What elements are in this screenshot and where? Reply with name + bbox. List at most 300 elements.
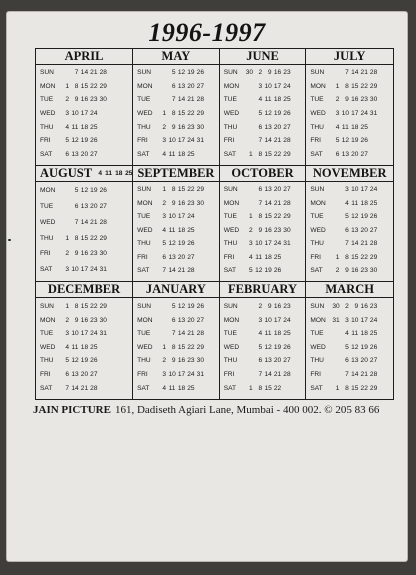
- weekday-row: [36, 204, 132, 211]
- weekday-label: TUE: [310, 330, 324, 338]
- month-header: [220, 49, 306, 65]
- date-cell: 31: [99, 330, 107, 338]
- weekday-row: [133, 84, 219, 91]
- month-rows: [133, 182, 219, 282]
- date-cell: 20: [360, 357, 368, 365]
- date-cell: [283, 255, 290, 262]
- month-block-august: [36, 166, 133, 283]
- weekday-row: [36, 251, 132, 258]
- date-cell: 27: [196, 316, 204, 324]
- date-list: [242, 268, 291, 275]
- date-cell: 2: [65, 250, 69, 258]
- date-cell: 20: [273, 186, 282, 194]
- date-cell: 27: [99, 203, 107, 210]
- date-cell: [246, 358, 253, 365]
- weekday-label: TUE: [137, 330, 151, 338]
- date-cell: 16: [80, 316, 89, 324]
- date-cell: 15: [264, 150, 272, 158]
- date-cell: 21: [187, 96, 195, 104]
- date-cell: 26: [273, 267, 282, 275]
- date-cell: 27: [283, 357, 291, 365]
- weekday-label: WED: [223, 343, 240, 351]
- weekday-row: [36, 152, 132, 159]
- date-list: [58, 125, 107, 132]
- date-cell: 19: [273, 110, 282, 117]
- weekday-label: FRI: [310, 137, 321, 145]
- weekday-row: [306, 152, 393, 159]
- date-cell: 18: [273, 330, 282, 338]
- date-cell: 13: [351, 226, 359, 234]
- month-rows: [36, 298, 132, 399]
- date-cell: 17: [80, 266, 89, 274]
- date-list: [58, 111, 107, 118]
- date-cell: 26: [283, 110, 291, 117]
- date-cell: [159, 304, 166, 311]
- month-rows: [220, 182, 306, 282]
- date-cell: 17: [360, 316, 368, 324]
- date-cell: 6: [171, 316, 176, 324]
- date-cell: 13: [264, 123, 272, 131]
- date-cell: 28: [99, 69, 107, 77]
- month-name: MAY: [161, 49, 191, 63]
- date-cell: 6: [74, 203, 79, 210]
- date-cell: 25: [283, 330, 291, 338]
- weekday-label: WED: [40, 343, 56, 351]
- date-list: [155, 84, 204, 91]
- date-list: [242, 187, 291, 194]
- weekday-label: TUE: [223, 330, 237, 338]
- date-cell: 27: [360, 150, 368, 158]
- weekday-row: [306, 372, 393, 379]
- date-cell: 4: [98, 169, 103, 177]
- weekday-label: SUN: [310, 302, 325, 310]
- weekday-row: [306, 214, 393, 221]
- date-list: [155, 304, 204, 311]
- date-cell: 3: [258, 82, 263, 90]
- weekday-label: MON: [137, 199, 153, 207]
- weekday-row: [220, 125, 306, 132]
- date-cell: 3: [258, 316, 263, 324]
- date-cell: 23: [187, 123, 195, 131]
- weekday-row: [306, 304, 393, 311]
- weekday-row: [306, 125, 393, 132]
- date-list: [58, 152, 107, 159]
- date-cell: 7: [171, 96, 176, 104]
- date-cell: 22: [187, 186, 195, 194]
- weekday-label: WED: [137, 226, 153, 234]
- date-cell: 27: [196, 82, 204, 90]
- weekday-label: MON: [310, 199, 326, 207]
- date-cell: 9: [74, 96, 79, 104]
- date-cell: 12: [341, 137, 350, 145]
- weekday-row: [220, 331, 306, 338]
- date-cell: 16: [264, 226, 272, 234]
- weekday-label: TUE: [223, 213, 237, 221]
- weekday-label: TUE: [310, 213, 324, 221]
- date-list: [58, 345, 107, 352]
- date-cell: 16: [273, 302, 282, 310]
- weekday-label: WED: [137, 110, 153, 117]
- date-cell: 20: [90, 203, 98, 210]
- weekday-row: [133, 304, 219, 311]
- weekday-label: WED: [40, 110, 56, 117]
- date-cell: 21: [187, 330, 195, 338]
- date-cell: 1: [65, 234, 69, 242]
- date-cell: 5: [345, 343, 349, 351]
- date-cell: 2: [162, 199, 167, 207]
- date-list: [58, 372, 107, 379]
- date-cell: 10: [168, 371, 176, 379]
- weekday-label: THU: [40, 123, 54, 131]
- weekday-label: THU: [310, 123, 324, 131]
- date-cell: 3: [345, 316, 349, 324]
- date-cell: [62, 70, 69, 77]
- date-cell: 4: [345, 330, 349, 338]
- date-cell: 1: [249, 213, 253, 221]
- date-cell: 13: [71, 150, 79, 158]
- header-dates: [95, 170, 132, 177]
- date-cell: [197, 152, 204, 159]
- date-cell: 10: [351, 316, 359, 324]
- weekday-row: [36, 345, 132, 352]
- month-header: [133, 282, 219, 298]
- date-cell: 26: [90, 357, 98, 365]
- date-cell: 6: [258, 357, 263, 365]
- date-cell: 28: [196, 330, 204, 338]
- weekday-label: THU: [223, 240, 238, 248]
- date-list: [155, 70, 204, 77]
- date-list: [155, 97, 204, 104]
- date-cell: 1: [162, 343, 167, 351]
- date-cell: 11: [341, 123, 349, 131]
- date-list: [155, 187, 204, 194]
- date-cell: 2: [65, 96, 69, 104]
- weekday-row: [133, 345, 219, 352]
- date-cell: 8: [74, 234, 79, 242]
- publisher-name: JAIN PICTURE: [33, 404, 111, 416]
- date-cell: 4: [249, 253, 253, 261]
- weekday-label: SAT: [137, 267, 150, 275]
- weekday-row: [306, 228, 393, 235]
- weekday-row: [220, 152, 306, 159]
- weekday-label: MON: [137, 316, 153, 324]
- weekday-row: [306, 187, 393, 194]
- month-header: [133, 49, 219, 65]
- date-cell: [197, 241, 204, 248]
- date-cell: 14: [264, 137, 272, 145]
- date-cell: 1: [162, 110, 167, 117]
- date-list: [155, 214, 204, 221]
- date-cell: 10: [168, 213, 176, 221]
- date-cell: [159, 97, 166, 104]
- date-cell: 12: [351, 343, 359, 351]
- weekday-label: MON: [40, 187, 56, 195]
- date-cell: [332, 331, 339, 338]
- weekday-row: [220, 241, 306, 248]
- date-cell: 16: [360, 302, 368, 310]
- date-cell: 27: [283, 186, 291, 194]
- date-cell: 20: [187, 316, 195, 324]
- weekday-row: [36, 331, 132, 338]
- date-cell: 1: [162, 186, 167, 194]
- date-list: [155, 318, 204, 325]
- date-cell: 4: [162, 150, 167, 158]
- date-cell: [100, 125, 107, 132]
- date-cell: 5: [345, 213, 349, 221]
- date-cell: 17: [177, 137, 186, 145]
- date-cell: 10: [341, 110, 350, 117]
- date-cell: 21: [80, 384, 89, 392]
- date-cell: 27: [90, 150, 98, 158]
- date-cell: 30: [99, 250, 107, 258]
- date-cell: 8: [258, 384, 263, 392]
- date-cell: 16: [273, 69, 282, 77]
- date-cell: 13: [264, 186, 272, 194]
- date-cell: 14: [264, 199, 272, 207]
- weekday-row: [306, 84, 393, 91]
- date-cell: 14: [168, 267, 176, 275]
- date-cell: 29: [99, 302, 107, 310]
- date-cell: 2: [249, 226, 253, 234]
- date-cell: 23: [187, 357, 195, 365]
- weekday-row: [133, 152, 219, 159]
- date-cell: 18: [351, 123, 359, 131]
- date-cell: 7: [345, 371, 349, 379]
- date-list: [328, 152, 377, 159]
- weekday-row: [306, 138, 393, 145]
- weekday-row: [133, 97, 219, 104]
- date-cell: 14: [351, 69, 359, 77]
- date-list: [58, 97, 107, 104]
- month-name: DECEMBER: [47, 282, 121, 297]
- weekday-label: SUN: [223, 69, 238, 77]
- weekday-label: FRI: [310, 371, 321, 379]
- date-cell: 15: [177, 186, 186, 194]
- date-list: [58, 188, 107, 195]
- date-cell: 5: [65, 357, 69, 365]
- weekday-row: [133, 214, 219, 221]
- date-list: [328, 268, 377, 275]
- date-cell: 11: [71, 123, 79, 131]
- date-cell: 19: [80, 137, 89, 145]
- date-cell: 10: [71, 110, 79, 117]
- date-cell: 1: [65, 82, 69, 90]
- date-cell: 12: [168, 240, 176, 248]
- date-cell: 7: [258, 371, 263, 379]
- month-header: [306, 166, 393, 182]
- date-list: [328, 70, 377, 77]
- date-cell: 19: [177, 240, 186, 248]
- date-cell: 31: [196, 137, 204, 145]
- weekday-label: SUN: [223, 186, 238, 194]
- date-cell: 30: [99, 96, 107, 104]
- weekday-row: [220, 138, 306, 145]
- date-list: [155, 201, 204, 208]
- weekday-row: [220, 201, 306, 208]
- weekday-row: [36, 188, 132, 195]
- date-cell: 25: [187, 226, 195, 234]
- date-cell: 22: [360, 82, 368, 90]
- weekday-label: SUN: [40, 302, 54, 310]
- date-cell: 17: [360, 186, 368, 194]
- date-cell: 8: [74, 82, 79, 90]
- date-cell: 6: [345, 357, 349, 365]
- month-block-september: [133, 166, 220, 283]
- date-list: [242, 386, 291, 393]
- date-list: [242, 84, 291, 91]
- month-rows: [36, 65, 132, 165]
- weekday-row: [133, 138, 219, 145]
- date-cell: 1: [335, 253, 340, 261]
- date-cell: 10: [264, 316, 272, 324]
- date-cell: 15: [80, 302, 89, 310]
- month-block-may: [133, 49, 220, 166]
- month-name: APRIL: [64, 49, 104, 63]
- date-cell: 7: [65, 384, 69, 392]
- weekday-label: WED: [310, 343, 326, 351]
- date-list: [242, 111, 291, 118]
- date-cell: 29: [369, 384, 378, 392]
- date-cell: [159, 84, 166, 91]
- weekday-label: THU: [223, 357, 238, 365]
- date-cell: [246, 125, 253, 132]
- date-list: [328, 125, 377, 132]
- date-cell: 24: [187, 213, 195, 221]
- date-cell: 21: [273, 199, 282, 207]
- date-cell: 8: [74, 302, 79, 310]
- date-cell: 7: [345, 240, 349, 248]
- date-cell: 26: [187, 240, 195, 248]
- date-cell: 18: [360, 330, 368, 338]
- month-rows: [133, 65, 219, 165]
- date-cell: 11: [351, 330, 359, 338]
- month-block-june: [220, 49, 307, 166]
- date-list: [328, 358, 377, 365]
- month-rows: [220, 65, 306, 165]
- month-block-october: [220, 166, 307, 283]
- date-list: [242, 372, 291, 379]
- date-cell: 22: [273, 150, 282, 158]
- weekday-label: SAT: [310, 150, 323, 158]
- date-list: [328, 241, 377, 248]
- date-cell: 23: [187, 199, 195, 207]
- date-cell: 5: [171, 302, 176, 310]
- month-name: JANUARY: [145, 282, 206, 297]
- weekday-row: [220, 255, 306, 262]
- date-cell: 10: [71, 266, 79, 274]
- weekday-label: TUE: [40, 96, 54, 104]
- weekday-label: THU: [310, 240, 324, 248]
- date-cell: 9: [258, 226, 263, 234]
- date-cell: [100, 372, 107, 379]
- weekday-label: FRI: [223, 137, 235, 145]
- date-cell: 28: [369, 69, 378, 77]
- date-list: [242, 318, 291, 325]
- date-cell: 15: [351, 384, 359, 392]
- date-cell: 28: [283, 137, 291, 145]
- date-cell: 23: [360, 267, 368, 275]
- date-list: [328, 331, 377, 338]
- weekday-label: TUE: [40, 203, 54, 210]
- weekday-label: WED: [310, 110, 326, 117]
- weekday-row: [133, 241, 219, 248]
- month-name: AUGUST: [40, 165, 93, 180]
- date-cell: 6: [345, 226, 349, 234]
- date-list: [328, 84, 377, 91]
- date-cell: [246, 345, 253, 352]
- date-list: [155, 125, 204, 132]
- date-cell: [100, 152, 107, 159]
- date-cell: 25: [369, 330, 378, 338]
- month-name: FEBRUARY: [228, 282, 298, 297]
- date-cell: 11: [71, 343, 79, 351]
- weekday-label: THU: [223, 123, 238, 131]
- date-list: [155, 386, 204, 393]
- date-cell: 24: [90, 110, 98, 117]
- date-cell: 30: [332, 302, 340, 310]
- date-cell: [332, 70, 339, 77]
- date-cell: 29: [99, 234, 107, 242]
- date-cell: 23: [369, 302, 378, 310]
- date-cell: 6: [65, 150, 69, 158]
- date-cell: 26: [283, 343, 291, 351]
- date-cell: 12: [80, 187, 89, 195]
- date-cell: [370, 125, 377, 132]
- weekday-label: MON: [310, 316, 326, 324]
- date-cell: 9: [267, 302, 272, 310]
- weekday-row: [306, 358, 393, 365]
- date-cell: 19: [360, 213, 368, 221]
- date-cell: 3: [162, 213, 167, 221]
- date-cell: 30: [283, 226, 291, 234]
- date-cell: 18: [360, 199, 368, 207]
- date-list: [242, 255, 291, 262]
- date-cell: 13: [177, 316, 186, 324]
- date-cell: 9: [354, 302, 359, 310]
- weekday-row: [133, 201, 219, 208]
- date-cell: 25: [283, 96, 291, 104]
- date-cell: 10: [351, 186, 359, 194]
- date-cell: 31: [369, 110, 378, 117]
- weekday-label: FRI: [137, 253, 148, 261]
- publisher-address: 161, Dadiseth Agiari Lane, Mumbai - 400 002. © 205 83 66: [114, 404, 380, 416]
- date-cell: 27: [283, 123, 291, 131]
- date-cell: 14: [71, 384, 79, 392]
- weekday-label: SAT: [223, 267, 237, 275]
- date-cell: 3: [249, 240, 253, 248]
- weekday-label: WED: [137, 343, 153, 351]
- weekday-label: FRI: [310, 253, 321, 261]
- date-cell: 16: [351, 267, 359, 275]
- date-cell: 4: [162, 384, 167, 392]
- weekday-row: [36, 125, 132, 132]
- date-cell: 6: [258, 123, 263, 131]
- date-cell: 22: [360, 253, 368, 261]
- weekday-label: THU: [137, 240, 151, 248]
- weekday-label: SUN: [310, 186, 325, 194]
- month-name: JUNE: [246, 49, 279, 63]
- date-cell: [332, 228, 339, 235]
- date-cell: 30: [196, 199, 204, 207]
- date-cell: 29: [196, 186, 204, 194]
- weekday-label: FRI: [137, 137, 148, 145]
- date-cell: 29: [283, 213, 291, 221]
- date-cell: [246, 187, 253, 194]
- date-cell: 24: [90, 266, 98, 274]
- date-cell: [62, 220, 69, 227]
- date-cell: 18: [80, 123, 89, 131]
- date-cell: [100, 138, 107, 145]
